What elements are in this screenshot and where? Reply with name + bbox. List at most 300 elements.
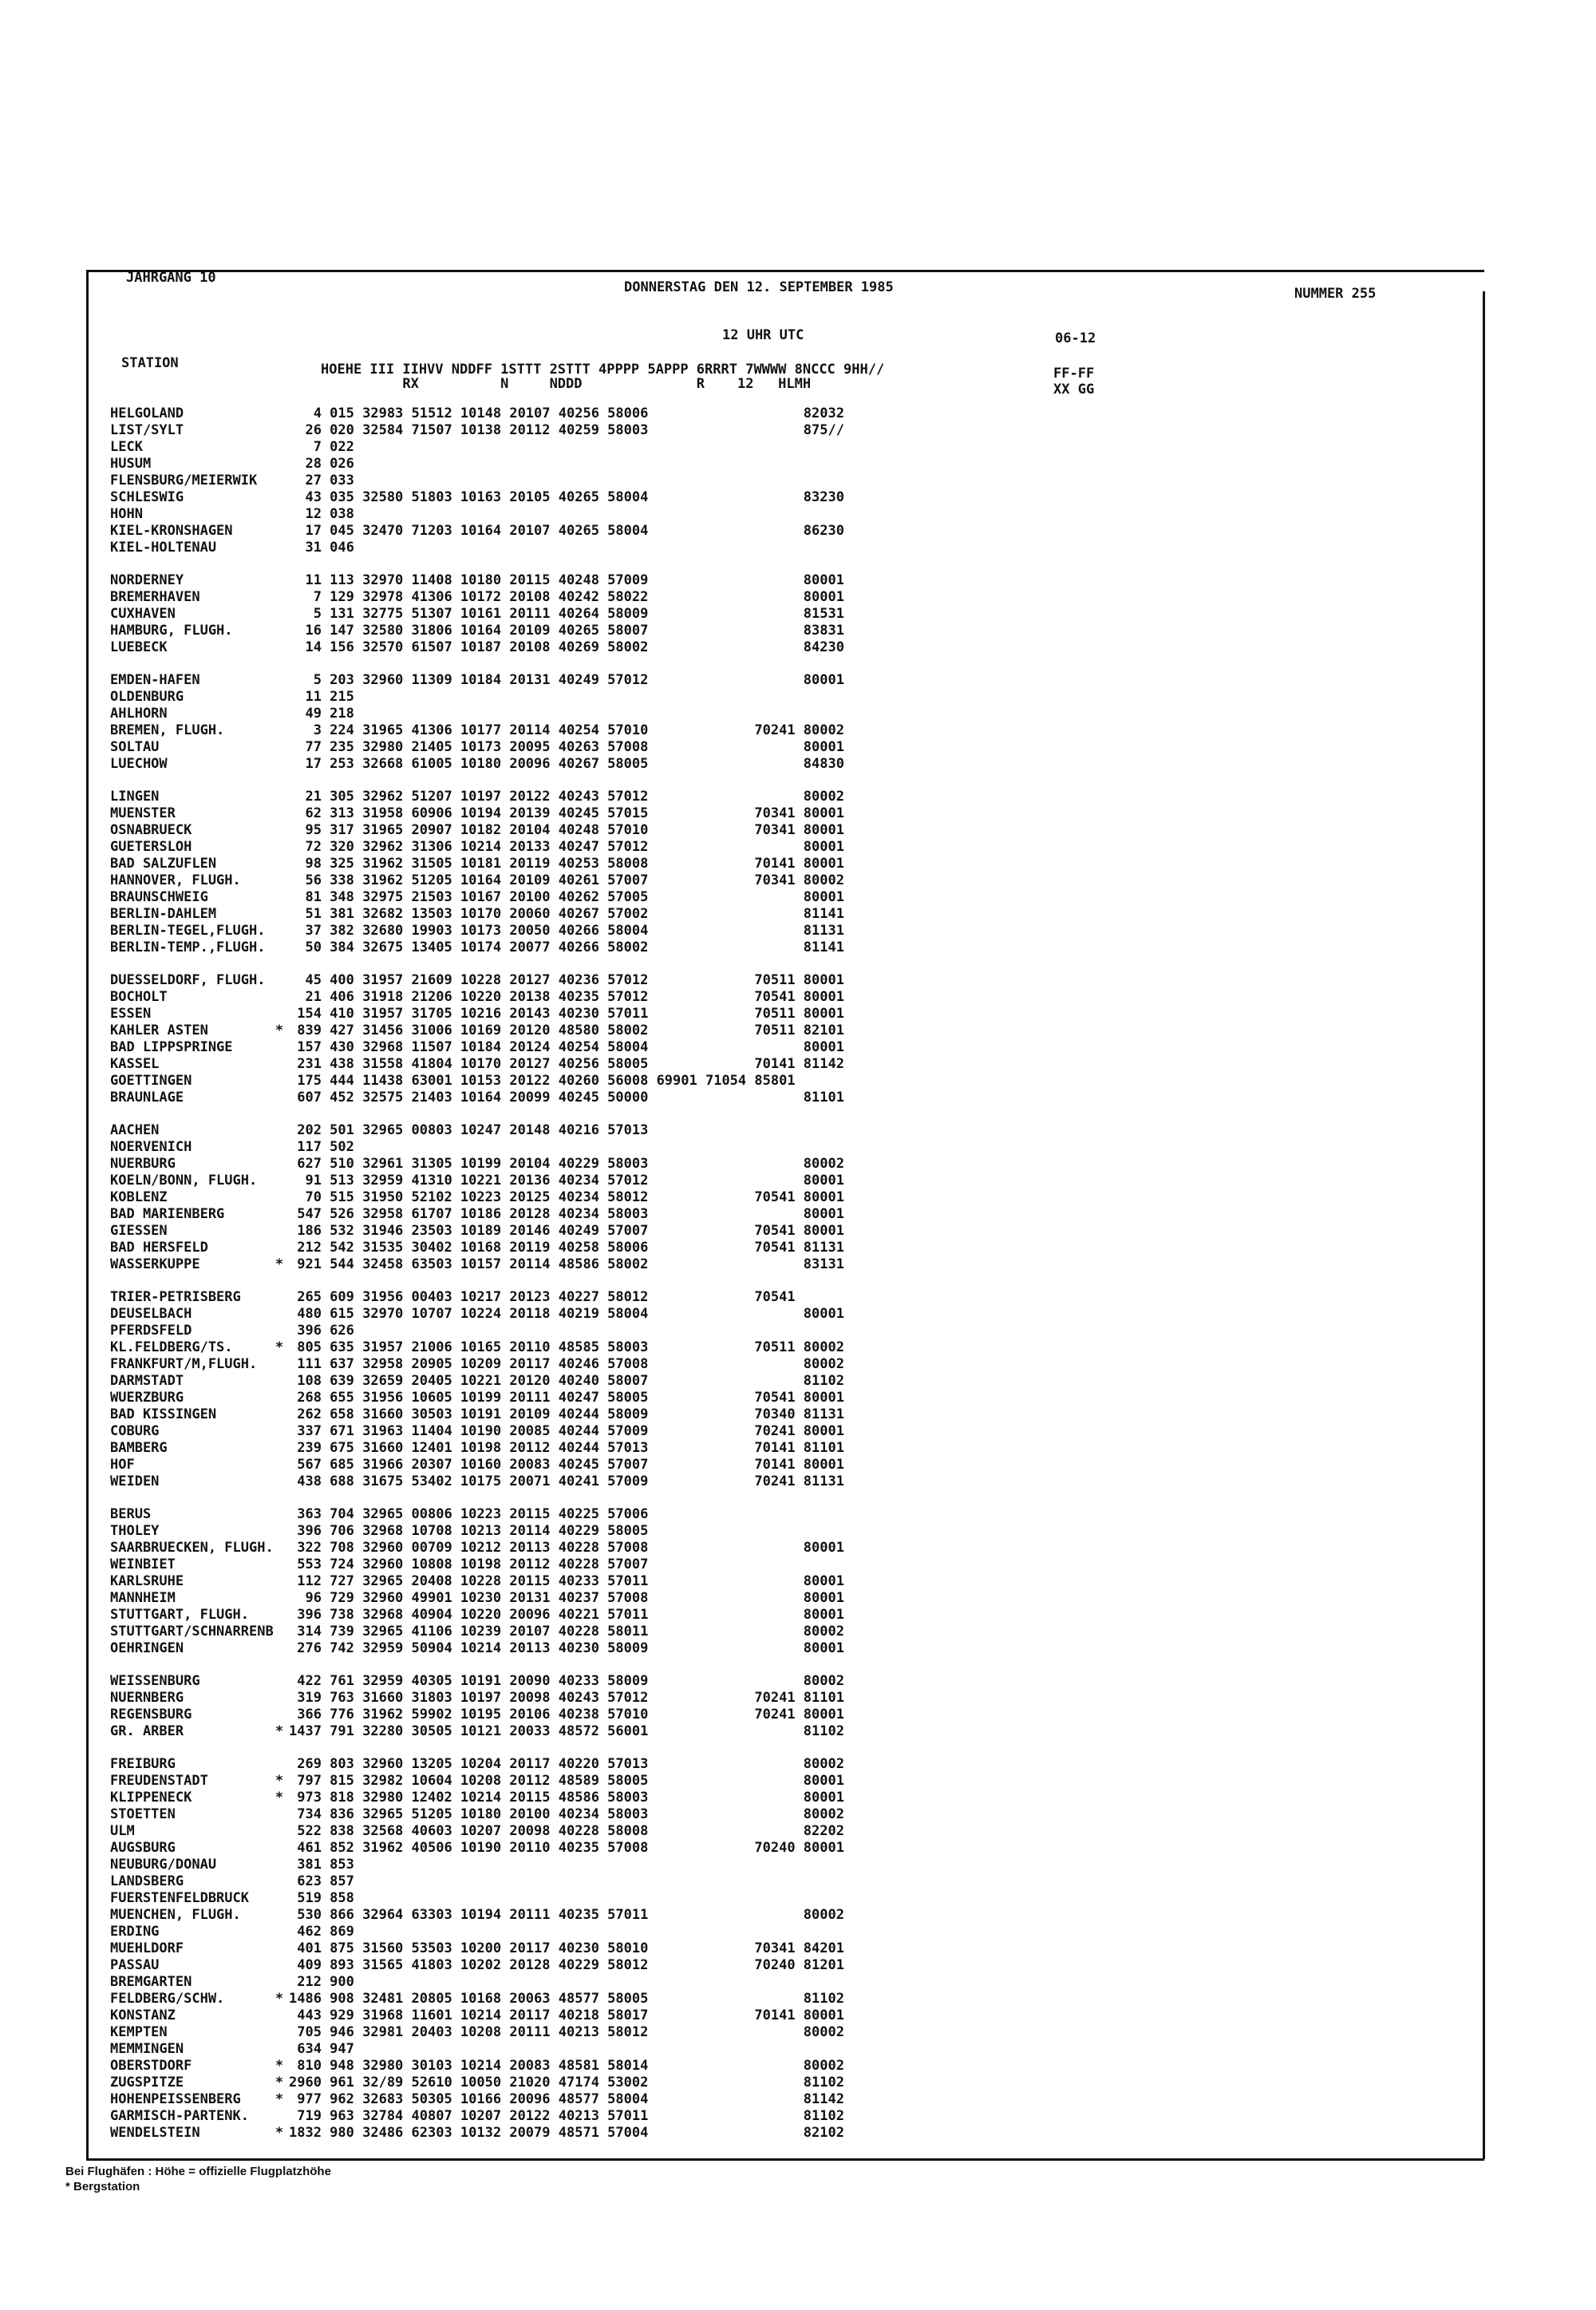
station-name: SAARBRUECKEN, FLUGH. [110,1540,274,1556]
station-name: NUERNBERG [110,1690,184,1706]
station-observation-codes: 50 384 32675 13405 10174 20077 40266 58002 81141 [289,939,844,955]
station-observation-codes: 396 738 32968 40904 10220 20096 40221 57011 80001 [289,1607,844,1623]
station-observation-codes: 239 675 31660 12401 10198 20112 40244 57013 70141 81101 [289,1440,844,1456]
station-name: ULM [110,1823,135,1839]
table-row [0,805,1596,821]
station-name: ZUGSPITZE [110,2075,184,2090]
table-row [0,523,1596,539]
station-name: BREMEN, FLUGH. [110,722,225,738]
table-row [0,1473,1596,1489]
station-name: FREIBURG [110,1756,176,1772]
table-row [0,1924,1596,1940]
station-observation-codes: 43 035 32580 51803 10163 20105 40265 58004 83230 [289,489,844,505]
table-row [0,623,1596,639]
station-name: AUGSBURG [110,1840,176,1856]
code-column-header: HOEHE III IIHVV NDDFF 1STTT 2STTT 4PPPP 5APPP 6RRRT 7WWWW 8NCCC 9HH// [321,362,885,378]
station-observation-codes: 443 929 31968 11601 10214 20117 40218 58017 70141 80001 [289,2007,844,2023]
station-observation-codes: 31 046 [289,540,354,556]
station-name: NORDERNEY [110,572,184,588]
station-name: OLDENBURG [110,689,184,705]
station-observation-codes: 108 639 32659 20405 10221 20120 40240 58007 81102 [289,1373,844,1389]
table-row [0,489,1596,505]
station-name: WEIDEN [110,1473,160,1489]
mountain-station-marker: * [275,1991,284,2007]
table-row [0,540,1596,556]
table-row [0,1256,1596,1272]
station-observation-codes: 1437 791 32280 30505 10121 20033 48572 56001 81102 [289,1723,844,1739]
station-observation-codes: 70 515 31950 52102 10223 20125 40234 58012 70541 80001 [289,1189,844,1205]
table-row [0,1857,1596,1873]
table-row [0,606,1596,622]
station-name: KIEL-HOLTENAU [110,540,217,556]
station-observation-codes: 1486 908 32481 20805 10168 20063 48577 58005 81102 [289,1991,844,2007]
table-row [0,1773,1596,1789]
table-row [0,706,1596,722]
issue-number: NUMMER 255 [1294,286,1377,302]
station-observation-codes: 797 815 32982 10604 10208 20112 48589 58005 80001 [289,1773,844,1789]
table-row [0,1673,1596,1689]
station-observation-codes: 186 532 31946 23503 10189 20146 40249 57007 70541 80001 [289,1223,844,1239]
table-row [0,1723,1596,1739]
station-name: WUERZBURG [110,1390,184,1406]
table-row [0,923,1596,939]
table-row [0,722,1596,738]
station-name: WEISSENBURG [110,1673,200,1689]
station-name: FUERSTENFELDBRUCK [110,1890,249,1906]
station-name: BERLIN-DAHLEM [110,906,217,922]
table-row [0,1991,1596,2007]
table-row [0,1323,1596,1339]
table-row [0,422,1596,438]
station-observation-codes: 319 763 31660 31803 10197 20098 40243 57012 70241 81101 [289,1690,844,1706]
time-range-label: 06-12 [1055,330,1096,346]
station-observation-codes: 265 609 31956 00403 10217 20123 40227 58012 70541 [289,1289,796,1305]
station-name: PASSAU [110,1957,160,1973]
table-row [0,1523,1596,1539]
station-observation-codes: 805 635 31957 21006 10165 20110 48585 58003 70511 80002 [289,1339,844,1355]
table-row [0,1457,1596,1473]
station-name: HANNOVER, FLUGH. [110,872,241,888]
station-observation-codes: 314 739 32965 41106 10239 20107 40228 58011 80002 [289,1624,844,1640]
table-row [0,2091,1596,2107]
station-observation-codes: 973 818 32980 12402 10214 20115 48586 58003 80001 [289,1790,844,1806]
station-observation-codes: 461 852 31962 40506 10190 20110 40235 57008 70240 80001 [289,1840,844,1856]
ff-column-subheader: XX GG [1053,382,1095,398]
mountain-station-marker: * [275,1256,284,1272]
table-row [0,639,1596,655]
station-name: MUEHLDORF [110,1940,184,1956]
station-name: WEINBIET [110,1556,176,1572]
station-observation-codes: 262 658 31660 30503 10191 20109 40244 58009 70340 81131 [289,1406,844,1422]
table-row [0,1139,1596,1155]
station-observation-codes: 17 045 32470 71203 10164 20107 40265 58004 86230 [289,523,844,539]
station-observation-codes: 51 381 32682 13503 10170 20060 40267 57002 81141 [289,906,844,922]
station-name: MUENSTER [110,805,176,821]
table-row [0,2041,1596,2057]
table-row [0,1289,1596,1305]
station-observation-codes: 921 544 32458 63503 10157 20114 48586 58002 83131 [289,1256,844,1272]
station-name: LUEBECK [110,639,168,655]
station-name: BRAUNSCHWEIG [110,889,208,905]
table-row [0,589,1596,605]
table-row [0,1006,1596,1022]
station-name: EMDEN-HAFEN [110,672,200,688]
table-row [0,2058,1596,2074]
station-name: ESSEN [110,1006,152,1022]
station-observation-codes: 21 406 31918 21206 10220 20138 40235 57012 70541 80001 [289,989,844,1005]
station-observation-codes: 363 704 32965 00806 10223 20115 40225 57006 [289,1506,649,1522]
table-row [0,689,1596,705]
table-row [0,939,1596,955]
station-observation-codes: 77 235 32980 21405 10173 20095 40263 57008 80001 [289,739,844,755]
station-observation-codes: 96 729 32960 49901 10230 20131 40237 57008 80001 [289,1590,844,1606]
station-name: KL.FELDBERG/TS. [110,1339,233,1355]
station-observation-codes: 14 156 32570 61507 10187 20108 40269 58002 84230 [289,639,844,655]
table-row [0,989,1596,1005]
station-name: DARMSTADT [110,1373,184,1389]
table-row [0,1223,1596,1239]
mountain-station-marker: * [275,1022,284,1038]
station-observation-codes: 21 305 32962 51207 10197 20122 40243 57012 80002 [289,789,844,805]
table-row [0,1540,1596,1556]
station-name: NEUBURG/DONAU [110,1857,217,1873]
station-name: SOLTAU [110,739,160,755]
station-observation-codes: 154 410 31957 31705 10216 20143 40230 57011 70511 80001 [289,1006,844,1022]
station-observation-codes: 719 963 32784 40807 10207 20122 40213 57011 81102 [289,2108,844,2124]
station-observation-codes: 16 147 32580 31806 10164 20109 40265 58007 83831 [289,623,844,639]
station-observation-codes: 522 838 32568 40603 10207 20098 40228 58008 82202 [289,1823,844,1839]
mountain-station-marker: * [275,2058,284,2074]
station-observation-codes: 381 853 [289,1857,354,1873]
table-row [0,2024,1596,2040]
station-name: WASSERKUPPE [110,1256,200,1272]
station-name: SCHLESWIG [110,489,184,505]
table-row [0,756,1596,772]
table-row [0,1122,1596,1138]
table-row [0,1022,1596,1038]
table-row [0,1039,1596,1055]
station-observation-codes: 462 869 [289,1924,354,1940]
table-row [0,1707,1596,1723]
station-name: GARMISCH-PARTENK. [110,2108,249,2124]
station-observation-codes: 623 857 [289,1873,354,1889]
station-observation-codes: 396 706 32968 10708 10213 20114 40229 58005 [289,1523,649,1539]
table-row [0,1390,1596,1406]
table-row [0,1556,1596,1572]
table-row [0,1189,1596,1205]
station-name: FELDBERG/SCHW. [110,1991,225,2007]
station-name: BAD HERSFELD [110,1240,208,1256]
station-name: THOLEY [110,1523,160,1539]
table-row [0,1156,1596,1172]
table-row [0,1756,1596,1772]
station-observation-codes: 422 761 32959 40305 10191 20090 40233 58009 80002 [289,1673,844,1689]
mountain-station-marker: * [275,1790,284,1806]
station-observation-codes: 553 724 32960 10808 10198 20112 40228 57007 [289,1556,649,1572]
station-name: BREMERHAVEN [110,589,200,605]
station-observation-codes: 547 526 32958 61707 10186 20128 40234 58003 80001 [289,1206,844,1222]
station-name: MANNHEIM [110,1590,176,1606]
table-row [0,1056,1596,1072]
table-row [0,572,1596,588]
station-observation-codes: 734 836 32965 51205 10180 20100 40234 58003 80002 [289,1806,844,1822]
station-observation-codes: 4 015 32983 51512 10148 20107 40256 58006 82032 [289,405,844,421]
table-row [0,1406,1596,1422]
station-name: BREMGARTEN [110,1974,192,1990]
station-name: OEHRINGEN [110,1640,184,1656]
station-name: PFERDSFELD [110,1323,192,1339]
station-observation-codes: 26 020 32584 71507 10138 20112 40259 58003 875// [289,422,844,438]
table-row [0,439,1596,455]
table-row [0,1339,1596,1355]
table-row [0,2125,1596,2141]
station-name: LIST/SYLT [110,422,184,438]
table-row [0,872,1596,888]
station-name: KAHLER ASTEN [110,1022,208,1038]
table-row [0,1573,1596,1589]
station-name: STUTTGART/SCHNARRENB [110,1624,274,1640]
table-row [0,1940,1596,1956]
table-row [0,1073,1596,1089]
volume-label: JAHRGANG 10 [126,270,216,286]
station-observation-codes: 12 038 [289,506,354,522]
station-observation-codes: 28 026 [289,456,354,472]
station-observation-codes: 337 671 31963 11404 10190 20085 40244 57009 70241 80001 [289,1423,844,1439]
table-row [0,1806,1596,1822]
station-name: LANDSBERG [110,1873,184,1889]
table-row [0,473,1596,489]
station-observation-codes: 17 253 32668 61005 10180 20096 40267 58005 84830 [289,756,844,772]
station-observation-codes: 268 655 31956 10605 10199 20111 40247 58005 70541 80001 [289,1390,844,1406]
station-observation-codes: 95 317 31965 20907 10182 20104 40248 57010 70341 80001 [289,822,844,838]
table-row [0,1206,1596,1222]
station-observation-codes: 627 510 32961 31305 10199 20104 40229 58003 80002 [289,1156,844,1172]
station-observation-codes: 5 131 32775 51307 10161 20111 40264 58009 81531 [289,606,844,622]
station-name: LINGEN [110,789,160,805]
table-row [0,1240,1596,1256]
station-name: BOCHOLT [110,989,168,1005]
station-name: WENDELSTEIN [110,2125,200,2141]
station-name: HOHN [110,506,143,522]
ff-column-header: FF-FF [1053,366,1095,382]
table-row [0,1873,1596,1889]
station-name: GOETTINGEN [110,1073,192,1089]
station-name: KARLSRUHE [110,1573,184,1589]
table-row [0,672,1596,688]
station-observation-codes: 231 438 31558 41804 10170 20127 40256 58005 70141 81142 [289,1056,844,1072]
station-observation-codes: 1832 980 32486 62303 10132 20079 48571 57004 82102 [289,2125,844,2141]
station-name: KASSEL [110,1056,160,1072]
table-row [0,889,1596,905]
station-observation-codes: 27 033 [289,473,354,489]
station-observation-codes: 396 626 [289,1323,354,1339]
station-observation-codes: 438 688 31675 53402 10175 20071 40241 57009 70241 81131 [289,1473,844,1489]
table-row [0,1907,1596,1923]
table-row [0,972,1596,988]
station-name: GUETERSLOH [110,839,192,855]
station-observation-codes: 409 893 31565 41803 10202 20128 40229 58012 70240 81201 [289,1957,844,1973]
table-row [0,2007,1596,2023]
station-name: MUENCHEN, FLUGH. [110,1907,241,1923]
station-name: HAMBURG, FLUGH. [110,623,233,639]
station-name: BERLIN-TEGEL,FLUGH. [110,923,266,939]
station-name: KIEL-KRONSHAGEN [110,523,233,539]
station-name: BAMBERG [110,1440,168,1456]
station-name: HELGOLAND [110,405,184,421]
station-observation-codes: 62 313 31958 60906 10194 20139 40245 57015 70341 80001 [289,805,844,821]
station-name: AACHEN [110,1122,160,1138]
station-observation-codes: 530 866 32964 63303 10194 20111 40235 57011 80002 [289,1907,844,1923]
station-observation-codes: 3 224 31965 41306 10177 20114 40254 57010 70241 80002 [289,722,844,738]
station-observation-codes: 98 325 31962 31505 10181 20119 40253 58008 70141 80001 [289,856,844,872]
station-name: FLENSBURG/MEIERWIK [110,473,258,489]
station-observation-codes: 72 320 32962 31306 10214 20133 40247 57012 80001 [289,839,844,855]
table-row [0,1590,1596,1606]
table-row [0,1373,1596,1389]
station-observation-codes: 56 338 31962 51205 10164 20109 40261 57007 70341 80002 [289,872,844,888]
station-name: BAD MARIENBERG [110,1206,225,1222]
station-name: KOELN/BONN, FLUGH. [110,1173,258,1189]
station-name: DEUSELBACH [110,1306,192,1322]
table-row [0,906,1596,922]
station-name: LUECHOW [110,756,168,772]
station-observation-codes: 45 400 31957 21609 10228 20127 40236 57012 70511 80001 [289,972,844,988]
station-observation-codes: 705 946 32981 20403 10208 20111 40213 58012 80002 [289,2024,844,2040]
station-observation-codes: 269 803 32960 13205 10204 20117 40220 57013 80002 [289,1756,844,1772]
table-row [0,1840,1596,1856]
table-row [0,739,1596,755]
mountain-station-marker: * [275,1723,284,1739]
station-name: FRANKFURT/M,FLUGH. [110,1356,258,1372]
station-name: STOETTEN [110,1806,176,1822]
table-row [0,1090,1596,1106]
station-observation-codes: 49 218 [289,706,354,722]
station-name: OSNABRUECK [110,822,192,838]
station-name: REGENSBURG [110,1707,192,1723]
table-row [0,1173,1596,1189]
report-date: DONNERSTAG DEN 12. SEPTEMBER 1985 [624,279,894,295]
table-row [0,789,1596,805]
station-name: NUERBURG [110,1156,176,1172]
station-name: GIESSEN [110,1223,168,1239]
station-name: KOBLENZ [110,1189,168,1205]
mountain-station-marker: * [275,2125,284,2141]
station-observation-codes: 839 427 31456 31006 10169 20120 48580 58002 70511 82101 [289,1022,844,1038]
station-name: BERUS [110,1506,152,1522]
table-row [0,2108,1596,2124]
table-row [0,506,1596,522]
station-name: KLIPPENECK [110,1790,192,1806]
station-observation-codes: 401 875 31560 53503 10200 20117 40230 58010 70341 84201 [289,1940,844,1956]
station-observation-codes: 212 542 31535 30402 10168 20119 40258 58006 70541 81131 [289,1240,844,1256]
station-observation-codes: 322 708 32960 00709 10212 20113 40228 57008 80001 [289,1540,844,1556]
footnote-mountain-station: * Bergstation [65,2180,140,2193]
station-name: KEMPTEN [110,2024,168,2040]
table-row [0,1423,1596,1439]
station-name: DUESSELDORF, FLUGH. [110,972,266,988]
station-name: HOHENPEISSENBERG [110,2091,241,2107]
station-observation-codes: 11 215 [289,689,354,705]
mountain-station-marker: * [275,2091,284,2107]
station-observation-codes: 276 742 32959 50904 10214 20113 40230 58009 80001 [289,1640,844,1656]
table-row [0,1306,1596,1322]
table-row [0,839,1596,855]
table-row [0,405,1596,421]
station-name: BRAUNLAGE [110,1090,184,1106]
station-observation-codes: 157 430 32968 11507 10184 20124 40254 58004 80001 [289,1039,844,1055]
table-row [0,1640,1596,1656]
table-row [0,1823,1596,1839]
station-name: LECK [110,439,143,455]
station-observation-codes: 117 502 [289,1139,354,1155]
table-row [0,1607,1596,1623]
station-observation-codes: 2960 961 32/89 52610 10050 21020 47174 53002 81102 [289,2075,844,2090]
station-observation-codes: 111 637 32958 20905 10209 20117 40246 57008 80002 [289,1356,844,1372]
table-row [0,1790,1596,1806]
station-observation-codes: 91 513 32959 41310 10221 20136 40234 57012 80001 [289,1173,844,1189]
table-row [0,822,1596,838]
table-row [0,1506,1596,1522]
station-observation-codes: 175 444 11438 63001 10153 20122 40260 56008 69901 71054 85801 [289,1073,796,1089]
station-name: KONSTANZ [110,2007,176,2023]
station-observation-codes: 202 501 32965 00803 10247 20148 40216 57013 [289,1122,649,1138]
station-name: BAD KISSINGEN [110,1406,217,1422]
table-row [0,1624,1596,1640]
table-row [0,1890,1596,1906]
station-observation-codes: 5 203 32960 11309 10184 20131 40249 57012 80001 [289,672,844,688]
table-row [0,1974,1596,1990]
station-observation-codes: 567 685 31966 20307 10160 20083 40245 57007 70141 80001 [289,1457,844,1473]
station-observation-codes: 607 452 32575 21403 10164 20099 40245 50000 81101 [289,1090,844,1106]
footnote-airports: Bei Flughäfen : Höhe = offizielle Flugplatzhöhe [65,2165,331,2178]
station-name: GR. ARBER [110,1723,184,1739]
table-row [0,1690,1596,1706]
station-observation-codes: 112 727 32965 20408 10228 20115 40233 57011 80001 [289,1573,844,1589]
station-observation-codes: 634 947 [289,2041,354,2057]
table-row [0,2075,1596,2090]
station-observation-codes: 11 113 32970 11408 10180 20115 40248 57009 80001 [289,572,844,588]
table-row [0,456,1596,472]
station-observation-codes: 7 022 [289,439,354,455]
station-name: HOF [110,1457,135,1473]
station-observation-codes: 366 776 31962 59902 10195 20106 40238 57010 70241 80001 [289,1707,844,1723]
station-column-header: STATION [121,355,179,371]
station-name: MEMMINGEN [110,2041,184,2057]
station-observation-codes: 81 348 32975 21503 10167 20100 40262 57005 80001 [289,889,844,905]
station-name: OBERSTDORF [110,2058,192,2074]
station-name: FREUDENSTADT [110,1773,208,1789]
utc-time-label: 12 UHR UTC [722,327,804,343]
table-row [0,1957,1596,1973]
station-name: HUSUM [110,456,152,472]
station-name: ERDING [110,1924,160,1940]
mountain-station-marker: * [275,2075,284,2090]
table-row [0,856,1596,872]
table-row [0,1440,1596,1456]
station-observation-codes: 977 962 32683 50305 10166 20096 48577 58004 81142 [289,2091,844,2107]
station-observation-codes: 519 858 [289,1890,354,1906]
station-name: CUXHAVEN [110,606,176,622]
station-name: BAD SALZUFLEN [110,856,217,872]
station-observation-codes: 810 948 32980 30103 10214 20083 48581 58014 80002 [289,2058,844,2074]
station-name: AHLHORN [110,706,168,722]
station-observation-codes: 212 900 [289,1974,354,1990]
station-observation-codes: 480 615 32970 10707 10224 20118 40219 58004 80001 [289,1306,844,1322]
mountain-station-marker: * [275,1773,284,1789]
table-row [0,1356,1596,1372]
station-name: COBURG [110,1423,160,1439]
station-name: BERLIN-TEMP.,FLUGH. [110,939,266,955]
